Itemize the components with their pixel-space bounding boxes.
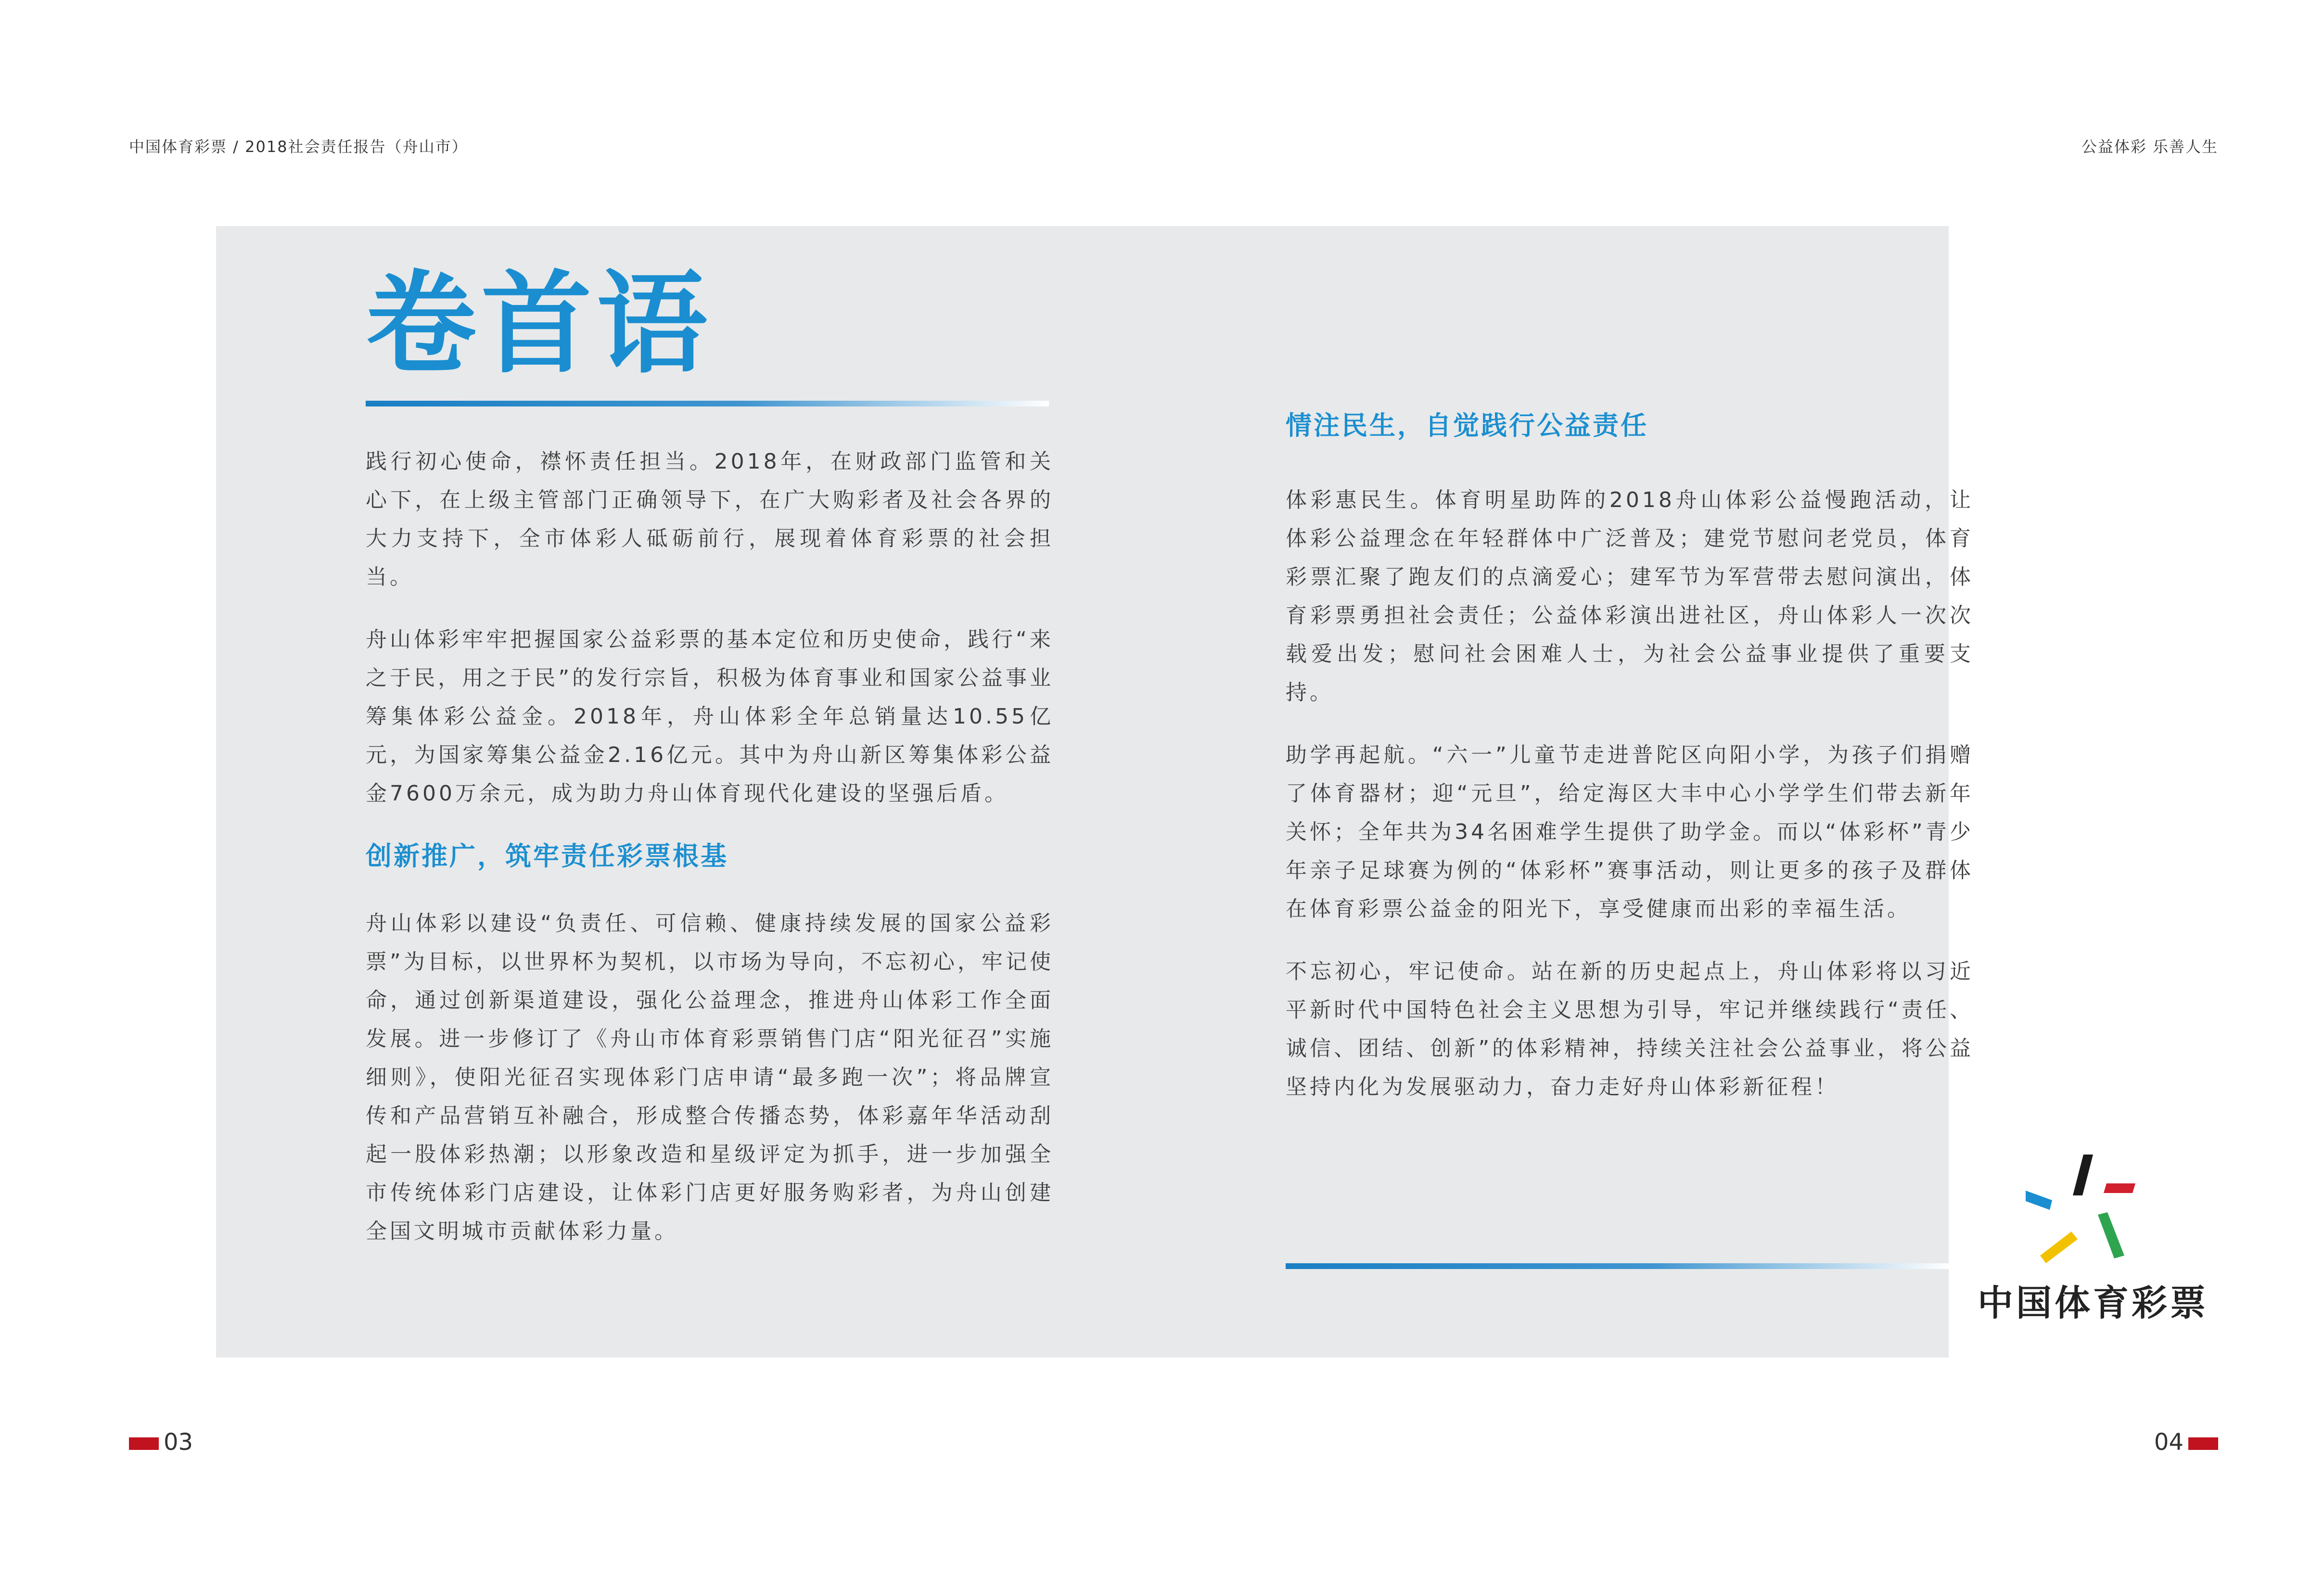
left-subheading: 创新推广，筑牢责任彩票根基 (366, 841, 728, 871)
page-number-left-text: 03 (164, 1429, 193, 1456)
running-header-right: 公益体彩 乐善人生 (2081, 138, 2218, 156)
left-paragraph-1: 践行初心使命，襟怀责任担当。2018年，在财政部门监管和关心下，在上级主管部门正确领导下，在广大购彩者及社会各界的大力支持下，全市体彩人砥砺前行，展现着体育彩票的社会担当。 (366, 449, 1054, 589)
page-marker-left (129, 1437, 159, 1450)
right-paragraph-1: 体彩惠民生。体育明星助阵的2018舟山体彩公益慢跑活动，让体彩公益理念在年轻群体中广泛普及；建党节慰问老党员，体育彩票汇聚了跑友们的点滴爱心；建军节为军营带去慰问演出，体育彩票勇担社会责任；公益体彩演出进社区，舟山体彩人一次次载爱出发；慰问社会困难人士，为社会公益事业提供了重要支持。 (1286, 488, 1974, 705)
page-number-left (129, 1429, 193, 1456)
page-marker-right (2188, 1437, 2218, 1450)
running-header-left: 中国体育彩票 / 2018社会责任报告（舟山市） (129, 138, 468, 156)
right-paragraph-3: 不忘初心，牢记使命。站在新的历史起点上，舟山体彩将以习近平新时代中国特色社会主义思想为引导，牢记并继续践行“责任、诚信、团结、创新”的体彩精神，持续关注社会公益事业，将公益坚持内化为发展驱动力，奋力走好舟山体彩新征程！ (1286, 959, 1974, 1099)
logo-wordmark: 中国体育彩票 (1978, 1282, 2209, 1324)
left-paragraph-3: 舟山体彩以建设“负责任、可信赖、健康持续发展的国家公益彩票”为目标，以世界杯为契机，以市场为导向，不忘初心，牢记使命，通过创新渠道建设，强化公益理念，推进舟山体彩工作全面发展。进一步修订了《舟山市体育彩票销售门店“阳光征召”实施细则》，使阳光征召实现体彩门店申请“最多跑一次”；将品牌宣传和产品营销互补融合，形成整合传播态势，体彩嘉年华活动刮起一股体彩热潮；以形象改造和星级评定为抓手，进一步加强全市传统体彩门店建设，让体彩门店更好服务购彩者，为舟山创建全国文明城市贡献体彩力量。 (366, 911, 1054, 1244)
right-underline (1286, 1263, 1950, 1269)
left-column (366, 443, 1054, 1275)
china-sports-lottery-logo (1973, 1155, 2213, 1328)
page-number-right-text: 04 (2154, 1429, 2184, 1456)
right-paragraph-2: 助学再起航。“六一”儿童节走进普陀区向阳小学，为孩子们捐赠了体育器材；迎“元旦”，给定海区大丰中心小学学生们带去新年关怀；全年共为34名困难学生提供了助学金。而以“体彩杯”青少年亲子足球赛为例的“体彩杯”赛事活动，则让更多的孩子及群体在体育彩票公益金的阳光下，享受健康而出彩的幸福生活。 (1286, 743, 1974, 921)
right-subheading: 情注民生，自觉践行公益责任 (1286, 410, 1648, 441)
lottery-star-icon (2026, 1155, 2160, 1265)
right-column (1286, 481, 1974, 1130)
page-number-right (2154, 1429, 2218, 1456)
title-underline (366, 401, 1049, 406)
page-title: 卷首语 (366, 260, 713, 389)
left-paragraph-2: 舟山体彩牢牢把握国家公益彩票的基本定位和历史使命，践行“来之于民，用之于民”的发行宗旨，积极为体育事业和国家公益事业筹集体彩公益金。2018年，舟山体彩全年总销量达10.55亿元，为国家筹集公益金2.16亿元。其中为舟山新区筹集体彩公益金7600万余元，成为助力舟山体育现代化建设的坚强后盾。 (366, 627, 1054, 806)
